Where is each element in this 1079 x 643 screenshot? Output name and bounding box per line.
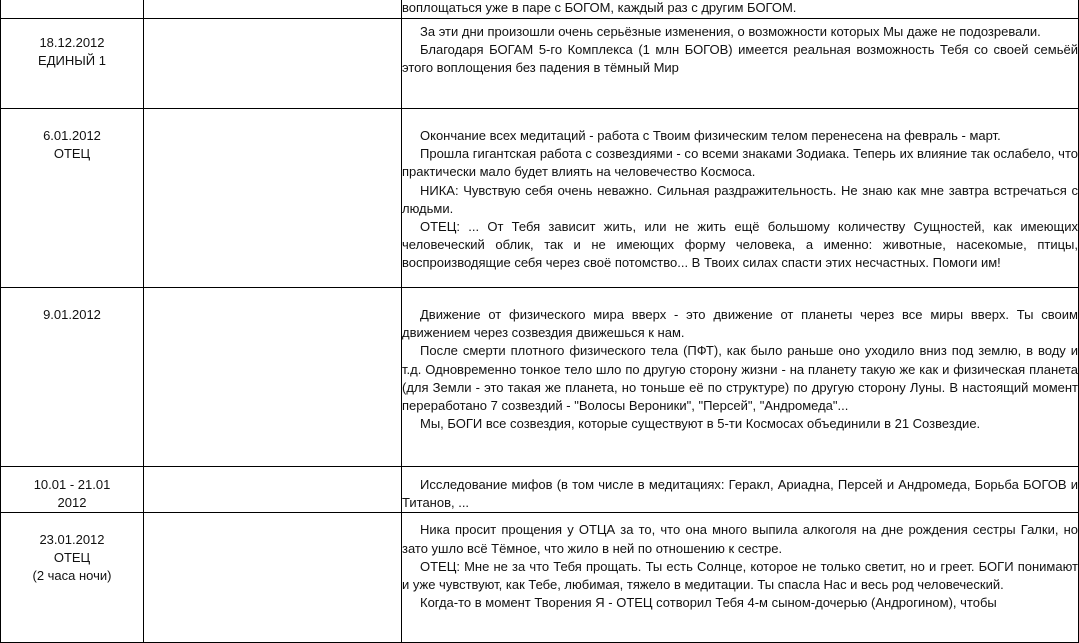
empty-cell [144, 19, 402, 109]
paragraph: За эти дни произошли очень серьёзные изменения, о возможности которых Мы даже не подозревали. [420, 24, 1041, 39]
paragraph: ОТЕЦ: Мне не за что Тебя прощать. Ты есть Солнце, которое не только светит, но и греет. БОГИ понимают и уже чувствуют, как Тебе, любимая, тяжело в медитации. Ты спасла Нас и весь род человеческий. [402, 558, 1078, 593]
empty-cell [144, 109, 402, 288]
paragraph: воплощаться уже в паре с БОГОМ, каждый раз с другим БОГОМ. [402, 0, 797, 15]
date-line: 2012 [57, 495, 87, 510]
author-line: ОТЕЦ [53, 146, 91, 161]
paragraph: Когда-то в момент Творения Я - ОТЕЦ сотворил Тебя 4-м сыном-дочерью (Андрогином), чтобы [420, 595, 997, 611]
empty-cell [144, 467, 402, 513]
paragraph: Исследование мифов (в том числе в медитациях: Геракл, Ариадна, Персей и Андромеда, Борьба БОГОВ и Титанов, ... [402, 477, 1078, 511]
paragraph: Окончание всех медитаций - работа с Твоим физическим телом перенесена на февраль - март. [420, 128, 1001, 143]
table-row [1, 467, 1079, 513]
text-cell [402, 288, 1079, 467]
date-cell [1, 467, 144, 513]
date-cell [1, 513, 144, 643]
date-line: 23.01.2012 [39, 532, 105, 548]
text-cell [402, 109, 1079, 288]
date-cell [1, 19, 144, 109]
text-cell [402, 19, 1079, 109]
date-cell [1, 288, 144, 467]
time-note: (2 часа ночи) [32, 568, 112, 584]
empty-cell [144, 288, 402, 467]
date-line: 6.01.2012 [43, 128, 101, 143]
paragraph: Прошла гигантская работа с созвездиями - со всеми знаками Зодиака. Теперь их влияние так ослабело, что практически мало будет влиять на человечество Космоса. [402, 146, 1078, 180]
text-cell [402, 467, 1079, 513]
author-line: ОТЕЦ [53, 550, 91, 566]
paragraph: Мы, БОГИ все созвездия, которые существуют в 5-ти Космосах объединили в 21 Созвездие. [420, 416, 981, 432]
paragraph: Благодаря БОГАМ 5-го Комплекса (1 млн БОГОВ) имеется реальная возможность Тебя со своей семьёй этого воплощения без падения в тёмный Мир [402, 42, 1078, 76]
empty-cell [144, 0, 402, 19]
date-line: 9.01.2012 [43, 307, 101, 322]
paragraph: ОТЕЦ: ... От Тебя зависит жить, или не жить ещё большому количеству Сущностей, как имеющих человеческий облик, так и не имеющих форму человека, а именно: животные, насекомые, птицы, воспроизводящие себя через своё потомство... В Твоих силах спасти этих несчастных. Помоги им! [402, 219, 1078, 271]
table-row [1, 513, 1079, 643]
author-line: ЕДИНЫЙ 1 [38, 53, 106, 68]
empty-cell [144, 513, 402, 643]
text-cell [402, 513, 1079, 643]
table-row [1, 0, 1079, 19]
paragraph: Ника просит прощения у ОТЦА за то, что она много выпила алкоголя на дне рождения сестры Галки, но зато ушло всё Тёмное, что жило в ней по отношению к сестре. [402, 522, 1078, 556]
paragraph: Движение от физического мира вверх - это движение от планеты через все миры вверх. Ты своим движением через созвездия движешься к нам. [402, 307, 1078, 341]
text-cell [402, 0, 1079, 19]
date-line: 18.12.2012 [39, 35, 105, 50]
table-row [1, 19, 1079, 109]
paragraph: НИКА: Чувствую себя очень неважно. Сильная раздражительность. Не знаю как мне завтра встречаться с людьми. [402, 182, 1078, 216]
date-cell [1, 109, 144, 288]
table-row [1, 288, 1079, 467]
table-row [1, 109, 1079, 288]
date-line: 10.01 - 21.01 [33, 477, 111, 492]
date-cell [1, 0, 144, 19]
paragraph: После смерти плотного физического тела (ПФТ), как было раньше оно уходило вниз под землю, в воду и т.д. Одновременно тонкое тело шло по другую сторону жизни - на планету такую же как и физическая планета (для Земли - это такая же планета, но тоньше её по структуре) по другую сторону Луны. В настоящий момент переработано 7 созвездий - "Волосы Вероники", "Персей", "Андромеда"... [402, 343, 1078, 414]
